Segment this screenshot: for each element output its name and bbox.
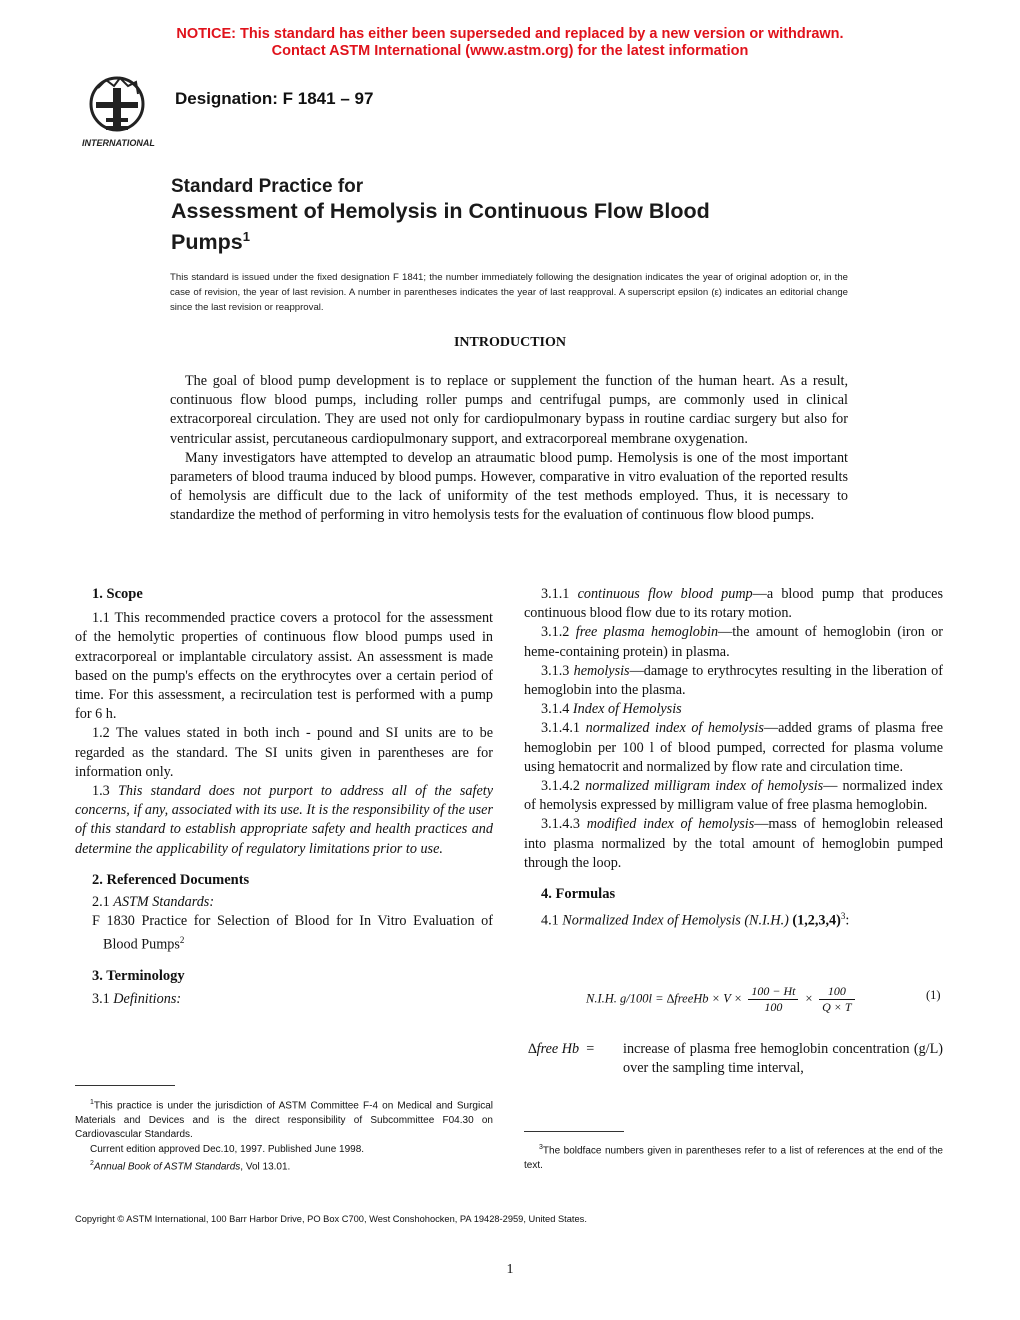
formulas-heading: 4. Formulas: [541, 886, 616, 903]
definition-3-1-4-3: [524, 815, 943, 873]
definition-number: 3.1.4.3: [541, 816, 587, 833]
definition-term: hemolysis: [573, 662, 630, 679]
definition-number: 3.1.3: [541, 662, 574, 679]
footnote-rule-left: [75, 1085, 175, 1086]
definition-text: — normalized index of hemolysis expressed by milligram value of free plasma hemoglobin.: [524, 778, 944, 814]
fraction-numerator: 100: [819, 984, 854, 1000]
footnote-text: This practice is under the jurisdiction of ASTM Committee F-4 on Medical and Surgical Materials and Devices and is the direct responsibility of Subcommittee F04.30 on Cardiovascular Standards.: [75, 1100, 493, 1141]
right-column: [524, 585, 943, 931]
definition-term: normalized index of hemolysis: [585, 720, 764, 737]
formula-number: 4.1: [541, 912, 563, 929]
introduction-body: [170, 372, 848, 526]
formula-footnote-mark: 3: [840, 911, 846, 922]
terminology-heading: 3. Terminology: [92, 968, 185, 985]
scope-heading: 1. Scope: [92, 586, 143, 602]
footnote-1b: Current edition approved Dec.10, 1997. Published June 1998.: [90, 1143, 365, 1155]
definition-term: Index of Hemolysis: [572, 701, 682, 718]
section-2-1-text: ASTM Standards:: [113, 894, 215, 911]
formula-term: Normalized Index of Hemolysis (N.I.H.): [562, 912, 789, 929]
issuance-note: This standard is issued under the fixed designation F 1841; the number immediately following the designation indicates the year of original adoption or, in the case of revision, the year of last revision. A number in parentheses indicates the year of last reapproval. A superscript epsilon (ε) indicates an editorial change since the last revision or reapproval.: [170, 272, 848, 313]
delta-definition: increase of plasma free hemoglobin concentration (g/L) over the sampling time interval,: [623, 1041, 943, 1077]
definition-term: free plasma hemoglobin: [575, 624, 719, 641]
title-footnote-mark: 1: [242, 229, 250, 244]
title-line-1: Standard Practice for: [171, 176, 364, 197]
section-3-1: [75, 990, 493, 1009]
intro-paragraph-2: Many investigators have attempted to develop an atraumatic blood pump. Hemolysis is one of the most important parameters of blood trauma induced by blood pumps. However, comparative in vitro evaluation of the reported results of hemolysis are difficult due to the lack of uniformity of the test methods employed. Thus, it is necessary to standardize the method of performing in vitro hemolysis tests for the evaluation of continuous flow blood pumps.: [170, 449, 848, 524]
notice-line-2: Contact ASTM International (www.astm.org) for the latest information: [271, 43, 749, 59]
definition-3-1-4: [524, 700, 943, 719]
footnotes-left: [75, 1096, 493, 1175]
definition-number: 3.1.4.1: [541, 720, 586, 737]
footnote-mark: 1: [90, 1099, 94, 1106]
designation: Designation: F 1841 – 97: [175, 89, 374, 108]
section-3-1-text: Definitions:: [113, 990, 182, 1007]
definition-text: —the amount of hemoglobin (iron or heme-containing protein) in plasma.: [524, 624, 944, 660]
definition-3-1-4-2: [524, 777, 943, 815]
formula-references: (1,2,3,4): [792, 912, 841, 929]
reference-f1830: [92, 912, 493, 955]
astm-logo: [76, 74, 158, 148]
delta-equals: =: [586, 1041, 595, 1057]
footnote-mark: 3: [539, 1144, 543, 1151]
footnote-text: The boldface numbers given in parentheses refer to a list of references at the end of the text.: [524, 1145, 943, 1171]
definition-number: 3.1.4.2: [541, 778, 586, 795]
delta-symbol-text: ∆free Hb: [528, 1041, 580, 1057]
section-1-3-text: This standard does not purport to address all of the safety concerns, if any, associated with its use. It is the responsibility of the user of this standard to establish appropriate safety and health practices and determine the applicability of regulatory limitations prior to use.: [75, 783, 493, 857]
copyright: Copyright © ASTM International, 100 Barr Harbor Drive, PO Box C700, West Conshohocken, PA 19428-2959, United States.: [75, 1214, 587, 1224]
definition-3-1-2: [524, 623, 943, 661]
section-1-1: 1.1 This recommended practice covers a protocol for the assessment of the hemolytic properties of continuous flow blood pumps used in extracorporeal or implantable circulatory assist. An assessment is made based on the pump's effects on the erythrocytes over a certain period of time. For this assessment, a recirculation test is performed with a pump for 6 h.: [75, 610, 493, 723]
footnotes-right: [524, 1141, 943, 1173]
document-title: [171, 175, 710, 255]
section-3-1-number: 3.1: [92, 990, 114, 1007]
definition-text: —damage to erythrocytes resulting in the liberation of hemoglobin into the plasma.: [524, 662, 943, 699]
definition-text: —mass of hemoglobin released into plasma normalized by the total amount of hemoglobin pumped through the loop.: [524, 816, 943, 871]
fraction-denominator: Q × T: [822, 1000, 852, 1014]
definition-text: —added grams of plasma free hemoglobin per 100 l of blood pumped, corrected for plasma volume using hematocrit and normalized by flow rate and circulation time.: [524, 720, 943, 775]
definition-number: 3.1.1: [541, 586, 578, 602]
section-1-2: 1.2 The values stated in both inch - pound and SI units are to be regarded as the standard. The SI units given in parentheses are for information only.: [75, 725, 493, 780]
delta-symbol: [528, 1040, 594, 1059]
footnote-2: [75, 1157, 493, 1175]
notice-line-1: NOTICE: This standard has either been superseded and replaced by a new version or withdrawn.: [176, 26, 844, 42]
fraction-flow-time: [819, 984, 854, 1015]
introduction-heading: INTRODUCTION: [453, 335, 566, 350]
footnote-3: [524, 1141, 943, 1173]
fraction-hematocrit: [748, 984, 798, 1015]
page-number: 1: [506, 1262, 514, 1277]
fraction-numerator: 100 − Ht: [748, 984, 798, 1000]
section-2-1: [75, 893, 493, 912]
footnote-mark: 2: [90, 1160, 94, 1168]
referenced-documents-heading: 2. Referenced Documents: [92, 871, 250, 888]
reference-f1830-text: F 1830 Practice for Selection of Blood for In Vitro Evaluation of Blood Pumps: [92, 913, 493, 954]
definition-term: modified index of hemolysis: [586, 816, 755, 833]
definition-term: normalized milligram index of hemolysis: [585, 778, 824, 795]
definition-3-1-3: [524, 662, 943, 700]
fraction-denominator: 100: [764, 1000, 783, 1014]
equation-number: (1): [926, 988, 941, 1002]
title-line-2: Assessment of Hemolysis in Continuous Flow Blood: [171, 199, 710, 223]
definition-term: continuous flow blood pump: [577, 586, 753, 602]
definition-3-1-4-1: [524, 719, 943, 777]
section-1-3: [75, 782, 493, 859]
formula-tail: :: [845, 912, 850, 929]
footnote-tail: , Vol 13.01.: [240, 1161, 291, 1173]
footnote-text: Annual Book of ASTM Standards: [93, 1161, 241, 1173]
equation-lhs: N.I.H. g/100l = ∆freeHb × V ×: [586, 991, 743, 1006]
footnote-1: [75, 1096, 493, 1143]
definition-text: —a blood pump that produces continuous blood flow due to its rotary motion.: [524, 586, 943, 622]
section-2-1-number: 2.1: [92, 894, 114, 911]
title-line-3: Pumps: [171, 230, 243, 255]
logo-text: INTERNATIONAL: [82, 138, 155, 148]
supersede-notice: [0, 26, 1020, 60]
times-sign: ×: [804, 991, 814, 1006]
intro-paragraph-1: The goal of blood pump development is to replace or supplement the function of the human heart. As a result, continuous flow blood pumps, including roller pumps and centrifugal pumps, are commonly used in clinical extracorporeal circulation. They are used not only for cardiopulmonary bypass in routine cardiac surgery but also for ventricular assist, percutaneous cardiopulmonary support, and extracorporeal membrane oxygenation.: [170, 373, 848, 447]
left-column: [75, 585, 493, 1009]
equation-1: [586, 984, 858, 1015]
footnote-rule-right: [524, 1131, 624, 1132]
definition-number: 3.1.4: [541, 701, 573, 718]
definition-3-1-1: [524, 585, 943, 623]
reference-f1830-footnote-mark: 2: [179, 935, 185, 946]
formula-4-1: [524, 907, 943, 931]
definition-number: 3.1.2: [541, 624, 576, 641]
section-1-3-number: 1.3: [92, 783, 118, 800]
